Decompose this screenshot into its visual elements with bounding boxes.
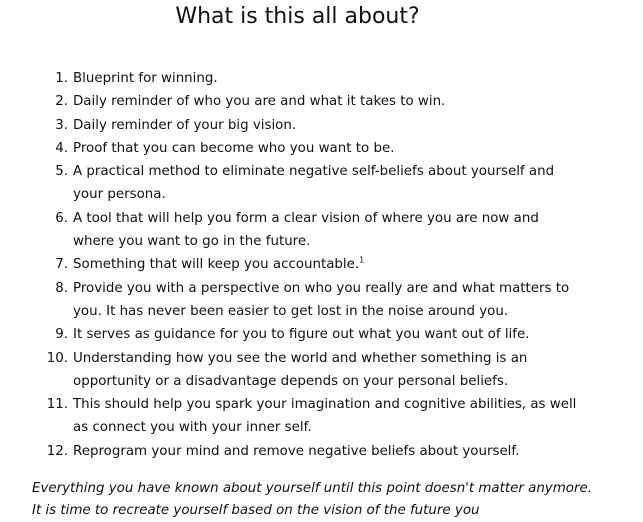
- footnote-marker[interactable]: 1: [359, 255, 365, 265]
- list-item-number: 8.: [55, 280, 68, 296]
- list-item: [20, 160, 580, 207]
- list-item-number: 12.: [46, 443, 68, 459]
- list-item: [20, 90, 580, 113]
- numbered-list: [20, 67, 580, 463]
- list-item: [20, 393, 580, 440]
- list-item-text: Something that will keep you accountable.: [73, 257, 360, 273]
- closing-paragraph: Everything you have known about yourself until this point doesn't matter anymore. It is time to recreate yourself based on the vision of the future you: [32, 481, 592, 518]
- list-item-number: 7.: [55, 257, 68, 273]
- list-item-text: Daily reminder of your big vision.: [73, 117, 297, 133]
- list-item-text: Blueprint for winning.: [73, 71, 218, 86]
- list-item: [20, 114, 580, 137]
- list-item-number: 1.: [55, 71, 68, 86]
- list-item-text: It serves as guidance for you to figure out what you want out of life.: [73, 327, 530, 343]
- list-item-text: Provide you with a perspective on who you really are and what matters to you. It has never been easier to get lost in the noise around you.: [73, 280, 570, 319]
- list-item-text: A tool that will help you form a clear vision of where you are now and where you want to go in the future.: [73, 210, 539, 250]
- list-item-number: 5.: [55, 164, 68, 180]
- list-item-text: Proof that you can become who you want to be.: [73, 140, 395, 156]
- list-item-text: Daily reminder of who you are and what it takes to win.: [73, 94, 446, 110]
- list-item-text: Understanding how you see the world and whether something is an opportunity or a disadvantage depends on your personal beliefs.: [73, 350, 528, 389]
- page-title: What is this all about?: [175, 4, 420, 29]
- list-item-number: 3.: [55, 117, 68, 133]
- list-item: [20, 253, 580, 276]
- list-item-number: 11.: [46, 397, 68, 413]
- list-item-number: 9.: [55, 327, 68, 343]
- list-item-number: 10.: [46, 350, 68, 366]
- list-item: [20, 323, 580, 346]
- list-item-number: 2.: [55, 94, 68, 110]
- list-item-text: A practical method to eliminate negative self-beliefs about yourself and your persona.: [73, 164, 555, 203]
- list-item: [20, 277, 580, 324]
- list-item-number: 4.: [55, 140, 68, 156]
- list-item: [20, 207, 580, 254]
- list-item: [20, 67, 580, 90]
- list-item-text: This should help you spark your imagination and cognitive abilities, as well as connect you with your inner self.: [73, 397, 577, 436]
- list-item: [20, 137, 580, 160]
- list-item-text: Reprogram your mind and remove negative beliefs about yourself.: [73, 443, 520, 459]
- list-item: [20, 347, 580, 394]
- list-item: [20, 440, 580, 463]
- list-item-number: 6.: [55, 210, 68, 226]
